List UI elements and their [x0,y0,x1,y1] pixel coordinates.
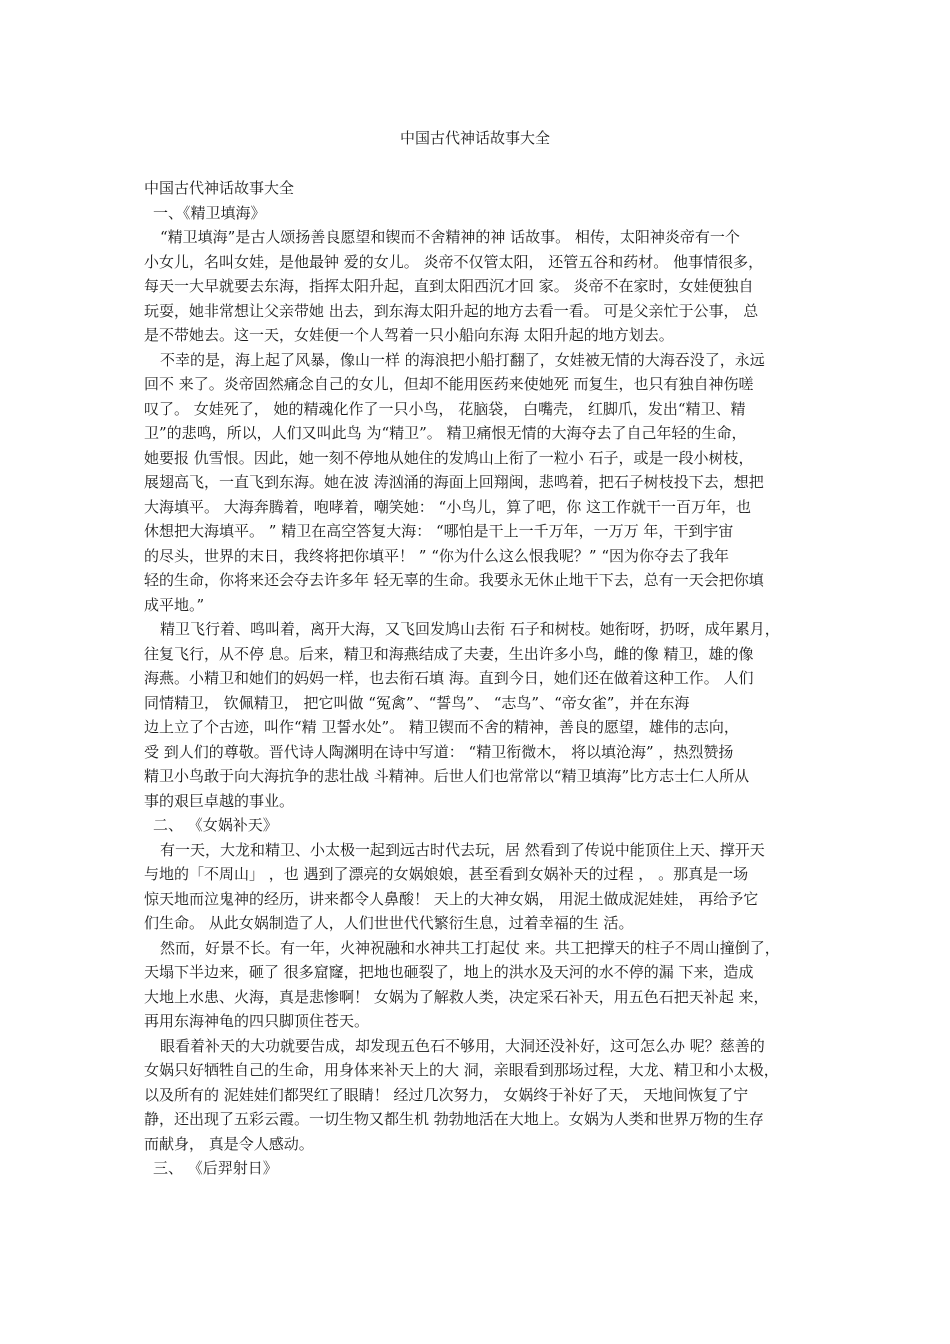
paragraph-line: 然而，好景不长。有一年，火神祝融和水神共工打起仗 来。共工把撑天的柱子不周山撞倒了， [160,938,780,957]
paragraph-line: 眼看着补天的大功就要告成，却发现五色石不够用，大洞还没补好，这可怎么办 呢？慈善的 [160,1036,765,1055]
paragraph-line: 有一天，大龙和精卫、小太极一起到远古时代去玩，居 然看到了传说中能顶住上天、撑开天 [160,840,765,859]
paragraph-line: 静，还出现了五彩云霞。一切生物又都生机 勃勃地活在大地上。女娲为人类和世界万物的生存 [144,1110,764,1128]
paragraph-line: 同情精卫， 钦佩精卫， 把它叫做 “冤禽”、“誓鸟”、 “志鸟”、“帝女雀”，并在东海 [144,693,690,712]
paragraph-line: 展翅高飞，一直飞到东海。她在波 涛汹涌的海面上回翔闽，悲鸣着，把石子树枝投下去，想把 [144,473,764,491]
section-heading: 三、 《后羿射日》 [153,1159,278,1177]
paragraph-line: 轻的生命，你将来还会夺去许多年 轻无辜的生命。我要永无休止地干下去，总有一天会把你填 [144,571,764,589]
paragraph-line: 的尽头，世界的末日，我终将把你填平！ ” “你为什么这么恨我呢？” “因为你夺去了我年 [144,546,729,565]
body-heading: 中国古代神话故事大全 [144,179,295,197]
section-heading: 一、《精卫填海》 [153,203,266,222]
paragraph-line: 精卫小鸟敢于向大海抗争的悲壮战 斗精神。后世人们也常常以“精卫填海”比方志士仁人所从 [144,767,750,785]
paragraph-line: 回不 来了。炎帝固然痛念自己的女儿，但却不能用医药来使她死 而复生，也只有独自神伤嗟 [144,375,754,393]
paragraph-line: 小女儿，名叫女娃，是他最钟 爱的女儿。 炎帝不仅管太阳， 还管五谷和药材。 他事情很多， [144,252,764,271]
paragraph-line: 玩耍，她非常想让父亲带她 出去，到东海太阳升起的地方去看一看。 可是父亲忙于公事， 总 [144,301,759,320]
paragraph-line: 事的艰巨卓越的事业。 [144,791,295,810]
paragraph-line: 叹了。 女娃死了， 她的精魂化作了一只小鸟， 花脑袋， 白嘴壳， 红脚爪，发出“精卫、精 [144,399,746,418]
paragraph-line: 休想把大海填平。 ” 精卫在高空答复大海： “哪怕是干上一千万年，一万万 年，干到宇宙 [144,522,734,540]
paragraph-line: 海燕。小精卫和她们的妈妈一样，也去衔石填 海。直到今日，她们还在做着这种工作。 人们 [144,669,754,687]
document-title: 中国古代神话故事大全 [399,129,550,147]
paragraph-line: 往复飞行，从不停 息。后来，精卫和海燕结成了夫妻，生出许多小鸟，雌的像 精卫，雄的像 [144,644,754,663]
paragraph-line: 大地上水患、火海，真是悲惨啊！ 女娲为了解救人类，决定采石补天，用五色石把天补起 来， [144,987,769,1006]
paragraph-line: 与地的「不周山」 ，也 遇到了漂亮的女娲娘娘，甚至看到女娲补天的过程 ， 。那真是一场 [144,865,749,883]
paragraph-line: 是不带她去。这一天，女娃便一个人驾着一只小船向东海 太阳升起的地方划去。 [144,326,674,344]
paragraph-line: 以及所有的 泥娃娃们都哭红了眼睛！ 经过几次努力， 女娲终于补好了天， 天地间恢复了宁 [144,1085,749,1104]
paragraph-line: 惊天地而泣鬼神的经历，讲来都令人鼻酸！ 天上的大神女娲， 用泥土做成泥娃娃， 再给予它 [144,889,759,908]
paragraph-line: 卫”的悲鸣，所以，人们又叫此鸟 为“精卫”。 精卫痛恨无情的大海夺去了自己年轻的生命， [144,424,747,442]
paragraph-line: 而献身， 真是令人感动。 [144,1134,314,1153]
paragraph-line: 天塌下半边来，砸了 很多窟窿，把地也砸裂了，地上的洪水及天河的水不停的漏 下来，造成 [144,963,754,981]
document-body [144,176,810,1181]
paragraph-line: 成平地。” [144,595,205,614]
paragraph-line: 每天一大早就要去东海，指挥太阳升起，直到太阳西沉才回 家。 炎帝不在家时，女娃便独自 [144,277,754,295]
paragraph-line: 受 到人们的尊敬。晋代诗人陶渊明在诗中写道： “精卫衔微木， 将以填沧海” ，热烈赞扬 [144,742,734,761]
paragraph-line: 再用东海神龟的四只脚顶住苍天。 [144,1012,370,1030]
paragraph-line: 大海填平。 大海奔腾着，咆哮着，嘲笑她： “小鸟儿，算了吧，你 这工作就干一百万年，也 [144,497,751,516]
paragraph-line: 女娲只好牺牲自己的生命，用身体来补天上的大 洞，亲眼看到那场过程，大龙、精卫和小太极， [144,1061,779,1079]
paragraph-line: 精卫飞行着、鸣叫着，离开大海，又飞回发鸠山去衔 石子和树枝。她衔呀，扔呀，成年累月， [160,620,780,638]
paragraph-line: 们生命。 从此女娲制造了人，人们世世代代繁衍生息，过着幸福的生 活。 [144,914,634,932]
paragraph-line: 不幸的是，海上起了风暴，像山一样 的海浪把小船打翻了，女娃被无情的大海吞没了，永远 [160,350,765,369]
paragraph-line: “精卫填海”是古人颂扬善良愿望和锲而不舍精神的神 话故事。 相传，太阳神炎帝有一个 [160,228,740,246]
paragraph-line: 边上立了个古迹，叫作“精 卫誓水处”。 精卫锲而不舍的精神，善良的愿望，雄伟的志向， [144,718,739,736]
paragraph-line: 她要报 仇雪恨。因此，她一刻不停地从她住的发鸠山上衔了一粒小 石子，或是一段小树枝， [144,448,754,467]
section-heading: 二、 《女娲补天》 [153,816,278,834]
